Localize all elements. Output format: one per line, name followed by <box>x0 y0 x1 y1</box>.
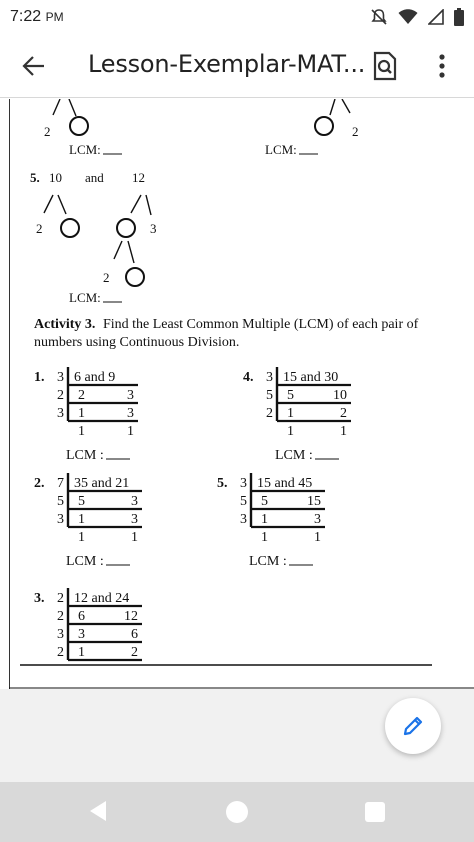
divisor: 7 <box>57 476 64 491</box>
tree-root-b: 12 <box>132 170 145 185</box>
quotient-cell: 1 <box>261 530 268 545</box>
quotient-cell: 12 <box>124 609 138 624</box>
quotient-cell: 2 <box>340 406 347 421</box>
divisor: 2 <box>57 645 64 660</box>
problem-number: 4. <box>243 370 254 385</box>
tree-node-circle <box>70 117 88 135</box>
wifi-icon <box>398 9 418 25</box>
app-bar <box>0 34 474 98</box>
quotient-cell: 1 <box>78 512 85 527</box>
problem-number: 2. <box>34 476 45 491</box>
document-page <box>0 99 474 689</box>
tree-node-circle <box>315 117 333 135</box>
find-in-page-button[interactable] <box>371 51 399 81</box>
document-viewport[interactable] <box>0 99 474 689</box>
division-problem-4 <box>243 367 351 463</box>
quotient-cell: 3 <box>127 406 134 421</box>
status-bar <box>0 0 474 34</box>
quotient-cell: 3 <box>131 512 138 527</box>
division-problem-5 <box>217 473 325 569</box>
divisor: 2 <box>266 406 273 421</box>
quotient-cell: 1 <box>287 406 294 421</box>
quotient-cell: 5 <box>287 388 294 403</box>
activity-title <box>34 317 419 332</box>
quotient-cell: 1 <box>78 406 85 421</box>
quotient-cell: 3 <box>127 388 134 403</box>
tree-leaf: 2 <box>44 124 51 139</box>
activity-title-bold: Activity 3. <box>34 317 96 332</box>
quotient-cell: 3 <box>78 627 85 642</box>
quotient-cell: 1 <box>261 512 268 527</box>
tree-node-circle <box>61 219 79 237</box>
lcm-label: LCM : <box>66 448 104 463</box>
quotient-cell: 1 <box>127 424 134 439</box>
pencil-edit-icon <box>402 715 424 737</box>
divisor: 5 <box>57 494 64 509</box>
quotient-cell: 10 <box>333 388 347 403</box>
mute-icon <box>370 8 388 26</box>
divisor: 3 <box>266 370 273 385</box>
quotient-cell: 5 <box>261 494 268 509</box>
status-time-ampm: PM <box>45 10 64 24</box>
problem-header: 12 and 24 <box>74 591 130 606</box>
item-number: 5. <box>30 170 40 185</box>
tree-node-circle <box>126 268 144 286</box>
more-vert-icon <box>432 52 452 80</box>
division-problem-1 <box>34 367 138 463</box>
quotient-cell: 1 <box>78 424 85 439</box>
activity-3-instructions <box>34 317 419 350</box>
status-time <box>10 8 64 26</box>
tree-leaf: 3 <box>150 221 157 236</box>
divisor: 2 <box>57 388 64 403</box>
signal-icon <box>428 9 444 25</box>
more-options-button[interactable] <box>432 52 452 80</box>
divisor: 3 <box>240 476 247 491</box>
problem-header: 15 and 45 <box>257 476 313 491</box>
tree-leaf: 2 <box>352 124 359 139</box>
continuous-division-problems <box>34 367 351 660</box>
lcm-label: LCM: <box>265 142 297 157</box>
lcm-label: LCM : <box>275 448 313 463</box>
division-problem-2 <box>34 473 142 569</box>
lcm-label: LCM : <box>66 554 104 569</box>
divisor: 3 <box>57 512 64 527</box>
status-icons <box>370 8 464 26</box>
quotient-cell: 1 <box>131 530 138 545</box>
factor-tree-item-5 <box>30 170 157 305</box>
quotient-cell: 1 <box>78 645 85 660</box>
lcm-label: LCM : <box>249 554 287 569</box>
tree-and: and <box>85 170 104 185</box>
nav-back-icon[interactable] <box>88 799 108 823</box>
lcm-label: LCM: <box>69 290 101 305</box>
factor-tree-top-left <box>44 99 122 157</box>
nav-recents-icon[interactable] <box>365 802 385 822</box>
quotient-cell: 2 <box>78 388 85 403</box>
problem-header: 35 and 21 <box>74 476 130 491</box>
divisor: 3 <box>240 512 247 527</box>
document-title: Lesson-Exemplar-MAT... <box>88 50 366 78</box>
quotient-cell: 2 <box>131 645 138 660</box>
quotient-cell: 1 <box>340 424 347 439</box>
problem-number: 1. <box>34 370 45 385</box>
quotient-cell: 6 <box>78 609 85 624</box>
tree-root-a: 10 <box>49 170 62 185</box>
activity-title-rest: Find the Least Common Multiple (LCM) of each pair of <box>102 317 419 332</box>
back-button[interactable] <box>20 52 48 80</box>
tree-leaf: 2 <box>36 221 43 236</box>
quotient-cell: 5 <box>78 494 85 509</box>
division-problem-3 <box>34 588 142 660</box>
quotient-cell: 1 <box>287 424 294 439</box>
system-nav-bar <box>0 782 474 842</box>
quotient-cell: 15 <box>307 494 321 509</box>
divisor: 3 <box>57 627 64 642</box>
factor-tree-top-right <box>265 99 359 157</box>
quotient-cell: 1 <box>78 530 85 545</box>
problem-header: 15 and 30 <box>283 370 339 385</box>
quotient-cell: 3 <box>131 494 138 509</box>
divisor: 5 <box>240 494 247 509</box>
edit-fab-button[interactable] <box>385 698 441 754</box>
lcm-label: LCM: <box>69 142 101 157</box>
battery-icon <box>454 8 464 26</box>
quotient-cell: 3 <box>314 512 321 527</box>
divisor: 2 <box>57 609 64 624</box>
divisor: 3 <box>57 406 64 421</box>
find-in-page-icon <box>371 51 399 81</box>
status-time-value: 7:22 <box>10 8 42 25</box>
quotient-cell: 1 <box>314 530 321 545</box>
divisor: 3 <box>57 370 64 385</box>
tree-leaf: 2 <box>103 270 110 285</box>
nav-home-icon[interactable] <box>226 801 248 823</box>
divisor: 2 <box>57 591 64 606</box>
divisor: 5 <box>266 388 273 403</box>
problem-number: 3. <box>34 591 45 606</box>
problem-number: 5. <box>217 476 228 491</box>
tree-node-circle <box>117 219 135 237</box>
quotient-cell: 6 <box>131 627 138 642</box>
arrow-left-icon <box>20 52 48 80</box>
problem-header: 6 and 9 <box>74 370 116 385</box>
activity-title-line-2: numbers using Continuous Division. <box>34 335 240 350</box>
